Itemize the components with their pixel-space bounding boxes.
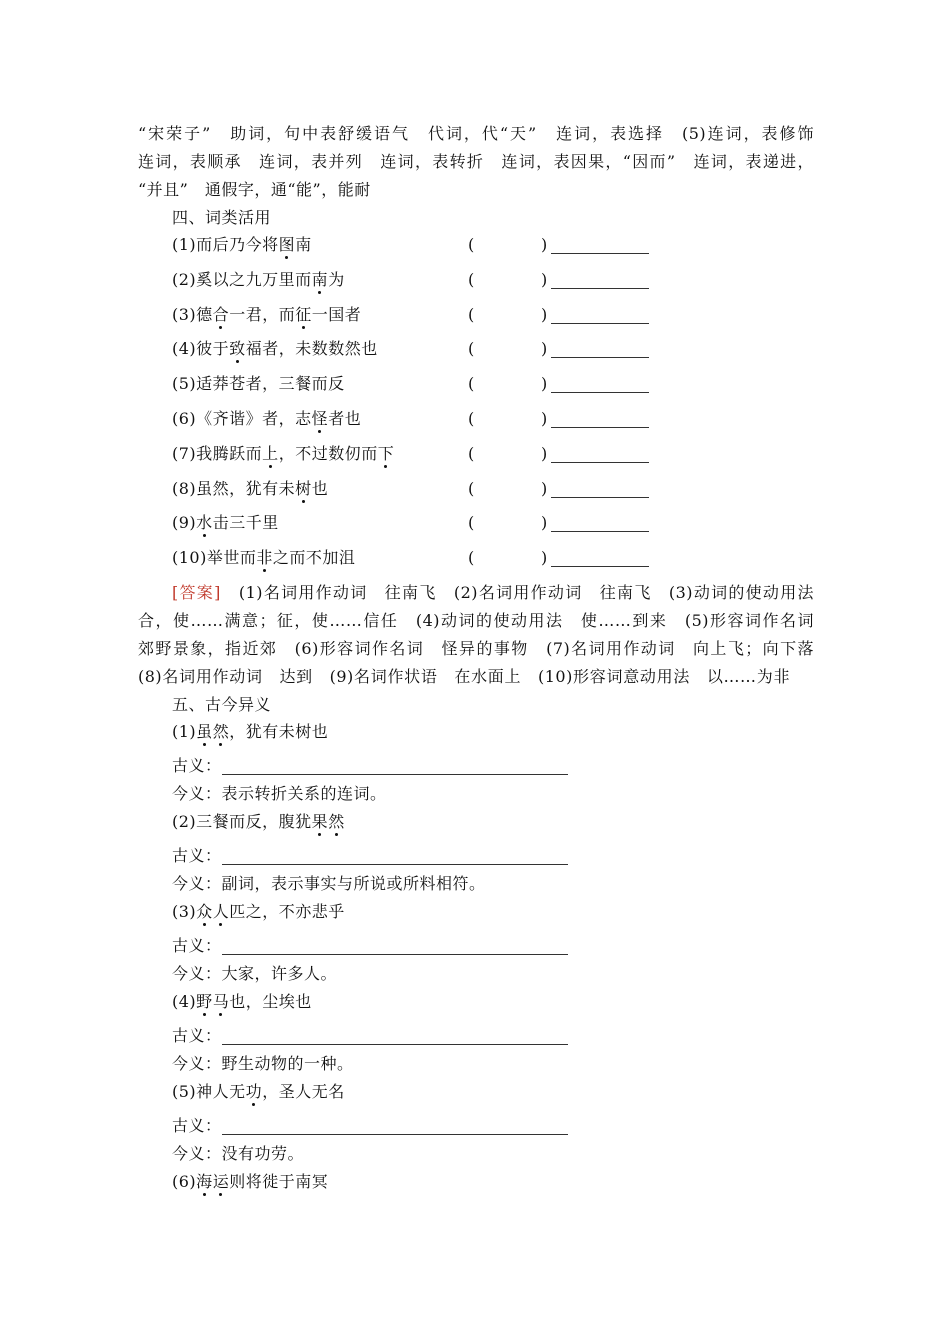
paren-close: ) xyxy=(541,409,548,428)
gu-yi-blank[interactable] xyxy=(222,940,568,955)
paren-close: ) xyxy=(541,478,548,498)
answer-blank[interactable] xyxy=(551,237,649,254)
question-text: (6) xyxy=(172,1172,197,1191)
question-text: (2)奚以之九万里而 xyxy=(172,269,312,289)
gujin-question xyxy=(172,992,312,1012)
emphasized-char: 虽 xyxy=(196,722,213,741)
paren-open: ( xyxy=(468,478,475,498)
cilei-question xyxy=(172,374,345,394)
emphasized-char: 合 xyxy=(212,304,230,324)
question-text: 也 xyxy=(311,478,329,498)
question-text: 为 xyxy=(328,269,345,289)
question-text: (4) xyxy=(172,992,197,1011)
gujin-question xyxy=(172,1082,345,1102)
paren-close: ) xyxy=(541,513,548,533)
gu-yi-label: 古义： xyxy=(172,1116,222,1135)
paren-close: ) xyxy=(541,339,548,359)
answer-line-4: (8)名词用作动词 达到 (9)名词作状语 在水面上 (10)形容词意动用法 以……为非 xyxy=(138,667,790,686)
section-title-gujin: 五、古今异义 xyxy=(172,695,272,714)
jin-yi-text: 今义：大家，许多人。 xyxy=(172,964,338,983)
question-text: 匹之，不亦悲乎 xyxy=(229,902,345,921)
paren-close: ) xyxy=(541,235,548,254)
cilei-question xyxy=(172,479,328,499)
question-text: 击三千里 xyxy=(212,513,279,533)
question-text: (8)虽然，犹有未 xyxy=(172,478,296,498)
answer-tag: [答案] xyxy=(172,583,221,602)
answer-blank[interactable] xyxy=(551,481,649,498)
paren-open: ( xyxy=(468,374,475,394)
emphasized-char: 南 xyxy=(311,269,329,289)
question-text: (7)我腾跃而 xyxy=(172,443,263,463)
emphasized-char: 然 xyxy=(212,722,230,741)
cilei-question xyxy=(172,548,355,568)
question-text: ，不过数仞而 xyxy=(278,443,378,463)
answer-line-3: 郊野景象，指近郊 (6)形容词作名词 怪异的事物 (7)名词用作动词 向上飞；向下落 xyxy=(138,639,814,658)
question-text: (5)神人无 xyxy=(172,1082,246,1101)
gujin-question xyxy=(172,902,345,922)
question-text: (9) xyxy=(172,513,197,533)
question-text: (1) xyxy=(172,722,197,741)
answer-blank[interactable] xyxy=(551,341,649,358)
question-text: (6)《齐谐》者，志 xyxy=(172,409,312,428)
question-text: 南 xyxy=(295,235,312,254)
paren-open: ( xyxy=(468,339,475,359)
paren-open: ( xyxy=(468,269,475,289)
question-text: 一国者 xyxy=(311,304,362,324)
question-text: (5)适莽苍者，三餐而反 xyxy=(172,374,345,394)
intro-line-3: “并且” 通假字，通“能”，能耐 xyxy=(138,180,371,199)
gu-yi-blank[interactable] xyxy=(222,1120,568,1135)
gu-yi-blank[interactable] xyxy=(222,850,568,865)
gujin-question xyxy=(172,1172,328,1192)
cilei-question xyxy=(172,409,361,429)
question-text: (4)彼于 xyxy=(172,339,230,359)
cilei-question xyxy=(172,444,394,464)
answer-line-2: 合，使……满意；征，使……信任 (4)动词的使动用法 使……到来 (5)形容词作名词 xyxy=(138,611,814,630)
paren-open: ( xyxy=(468,443,475,463)
section-title-cilei: 四、词类活用 xyxy=(172,208,272,227)
question-text: 也，尘埃也 xyxy=(229,992,312,1011)
cilei-question xyxy=(172,305,361,325)
question-text: (2)三餐而反，腹犹 xyxy=(172,812,312,831)
emphasized-char: 功 xyxy=(245,1082,263,1101)
emphasized-char: 野 xyxy=(196,992,213,1011)
emphasized-char: 海 xyxy=(196,1172,213,1191)
question-text: (3)德 xyxy=(172,304,213,324)
answer-blank[interactable] xyxy=(551,446,649,463)
question-text: (3) xyxy=(172,902,197,921)
answer-blank[interactable] xyxy=(551,411,649,428)
answer-blank[interactable] xyxy=(551,307,649,324)
question-text: (1)而后乃今将 xyxy=(172,235,279,254)
paren-close: ) xyxy=(541,443,548,463)
answer-blank[interactable] xyxy=(551,272,649,289)
answer-line-1 xyxy=(172,583,814,603)
emphasized-char: 果 xyxy=(311,812,329,831)
jin-yi-text: 今义：表示转折关系的连词。 xyxy=(172,784,387,803)
gu-yi-blank[interactable] xyxy=(222,1030,568,1045)
question-text: (10)举世而 xyxy=(172,548,257,568)
answer-blank[interactable] xyxy=(551,550,649,567)
paren-close: ) xyxy=(541,269,548,289)
paren-open: ( xyxy=(468,304,475,324)
paren-close: ) xyxy=(541,548,548,568)
emphasized-char: 人 xyxy=(212,902,230,921)
intro-line-1: “宋荣子” 助词，句中表舒缓语气 代词，代“天” 连词，表选择 (5)连词，表修饰 xyxy=(138,124,814,143)
emphasized-char: 图 xyxy=(278,235,296,254)
emphasized-char: 下 xyxy=(377,443,395,463)
jin-yi-text: 今义：野生动物的一种。 xyxy=(172,1054,354,1073)
emphasized-char: 马 xyxy=(212,992,230,1011)
emphasized-char: 运 xyxy=(212,1172,230,1191)
gu-yi-blank[interactable] xyxy=(222,760,568,775)
question-text: 一君，而 xyxy=(229,304,296,324)
emphasized-char: 致 xyxy=(229,339,246,359)
answer-blank[interactable] xyxy=(551,376,649,393)
paren-open: ( xyxy=(468,409,475,428)
cilei-question xyxy=(172,339,378,359)
emphasized-char: 怪 xyxy=(311,409,329,428)
question-text: 之而不加沮 xyxy=(272,548,356,568)
question-text: 则将徙于南冥 xyxy=(229,1172,329,1191)
gu-yi-label: 古义： xyxy=(172,846,222,865)
paren-close: ) xyxy=(541,374,548,394)
gu-yi-label: 古义： xyxy=(172,1026,222,1045)
question-text: 者也 xyxy=(328,409,362,428)
question-text: 福者，未数数然也 xyxy=(245,339,378,359)
emphasized-char: 非 xyxy=(256,548,273,568)
emphasized-char: 水 xyxy=(196,513,213,533)
cilei-question xyxy=(172,513,279,533)
emphasized-char: 然 xyxy=(328,812,345,831)
jin-yi-text: 今义：没有功劳。 xyxy=(172,1144,305,1163)
cilei-question xyxy=(172,235,312,255)
question-text: ，圣人无名 xyxy=(262,1082,345,1101)
jin-yi-text: 今义：副词，表示事实与所说或所料相符。 xyxy=(172,874,486,893)
paren-open: ( xyxy=(468,548,475,568)
question-text: ，犹有未树也 xyxy=(229,722,329,741)
intro-line-2: 连词，表顺承 连词，表并列 连词，表转折 连词，表因果，“因而” 连词，表递进， xyxy=(138,152,814,171)
paren-open: ( xyxy=(468,235,475,254)
emphasized-char: 征 xyxy=(295,304,312,324)
emphasized-char: 众 xyxy=(196,902,213,921)
gujin-question xyxy=(172,722,328,742)
cilei-question xyxy=(172,270,345,290)
answer-blank[interactable] xyxy=(551,515,649,532)
emphasized-char: 树 xyxy=(295,478,312,498)
gu-yi-label: 古义： xyxy=(172,756,222,775)
answer-text-1: (1)名词用作动词 往南飞 (2)名词用作动词 往南飞 (3)动词的使动用法 xyxy=(220,583,814,602)
paren-open: ( xyxy=(468,513,475,533)
paren-close: ) xyxy=(541,304,548,324)
gu-yi-label: 古义： xyxy=(172,936,222,955)
emphasized-char: 上 xyxy=(262,443,279,463)
gujin-question xyxy=(172,812,345,832)
